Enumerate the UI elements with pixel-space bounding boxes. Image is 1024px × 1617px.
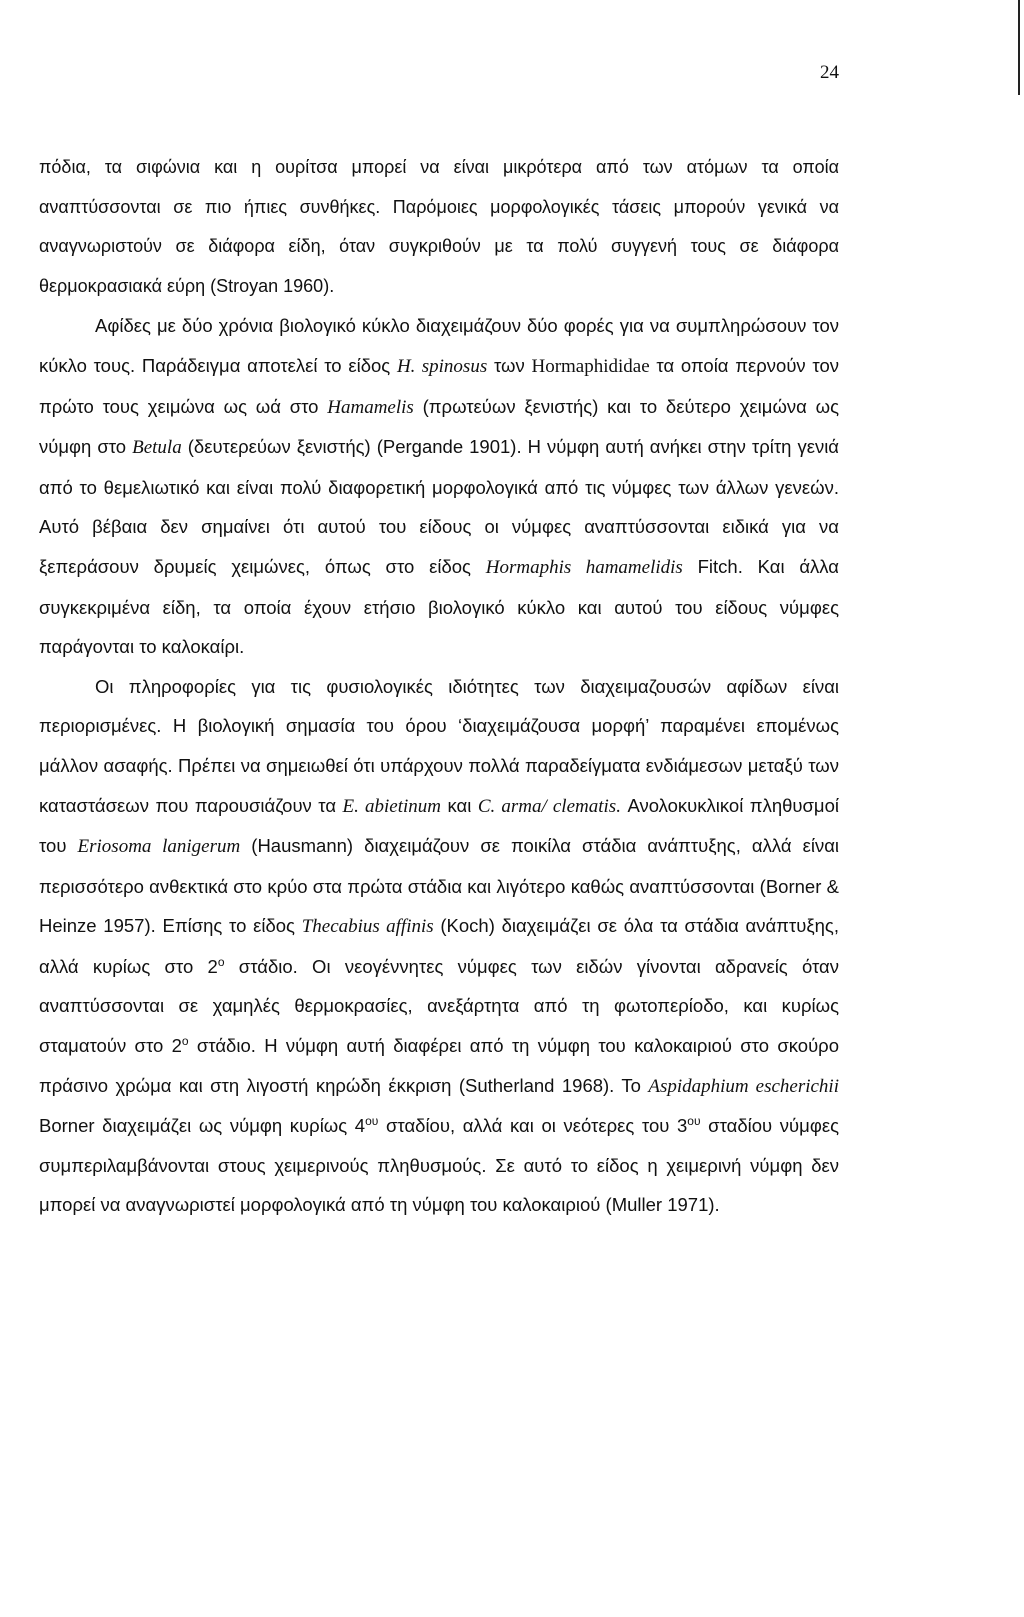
family-name: Hormaphididae	[531, 355, 650, 377]
paragraph-1	[39, 148, 839, 306]
species-name: E. abietinum	[342, 795, 442, 817]
superscript: ου	[687, 1114, 701, 1129]
paragraph-2	[39, 306, 839, 666]
text-segment: Αφίδες με δύο χρόνια βιολογικό κύκλο διαχειμάζουν δύο φορές για να συμπληρώσουν τον κύκλο τους. Παράδειγμα αποτελεί το είδος	[39, 315, 839, 376]
text-segment: (δευτερεύων ξενιστής) (Pergande 1901). Η νύμφη αυτή ανήκει στην τρίτη γενιά από το θεμελιωτικό και είναι πολύ διαφορετική μορφολογικά από τις νύμφες των άλλων γενεών. Αυτό βέβαια δεν σημαίνει ότι αυτού του είδους οι νύμφες αναπτύσσονται ειδικά για να ξεπεράσουν δρυμείς χειμώνες, όπως στο είδος	[39, 436, 840, 577]
text-segment: στάδιο. Οι νεογέννητες νύμφες των ειδών γίνονται αδρανείς όταν αναπτύσσονται σε χαμηλές θερμοκρασίες, ανεξάρτητα από τη φωτοπερίοδο, και κυρίως σταματούν στο 2	[39, 955, 840, 1057]
text-segment: και	[441, 794, 478, 816]
text-segment: Fitch. Και άλλα συγκεκριμένα είδη, τα οποία έχουν ετήσιο βιολογικό κύκλο και αυτού του είδους νύμφες παράγονται το καλοκαίρι.	[39, 555, 839, 658]
species-name: Aspidaphium escherichii	[648, 1075, 839, 1097]
text-segment: σταδίου νύμφες συμπεριλαμβάνονται στους χειμερινούς πληθυσμούς. Σε αυτό το είδος η χειμερινή νύμφη δεν μπορεί να αναγνωριστεί μορφολογικά από τη νύμφη του καλοκαιριού (Muller 1971).	[39, 1115, 839, 1216]
superscript: ου	[365, 1114, 379, 1129]
body-text	[39, 148, 839, 1225]
scan-edge-mark	[1018, 0, 1020, 95]
superscript: ο	[217, 954, 225, 969]
superscript: ο	[181, 1033, 189, 1048]
paragraph-3	[39, 667, 839, 1225]
text-segment: (πρωτεύων ξενιστής) και το δεύτερο χειμώνα ως νύμφη στο	[39, 395, 839, 458]
text-segment: Borner διαχειμάζει ως νύμφη κυρίως 4	[39, 1115, 366, 1137]
species-name: Eriosoma lanigerum	[77, 836, 241, 858]
text-segment: (Hausmann) διαχειμάζουν σε ποικίλα στάδια ανάπτυξης, αλλά είναι περισσότερο ανθεκτικά στο κρύο στα πρώτα στάδια και λιγότερο καθώς αναπτύσσονται (Borner & Heinze 1957). Επίσης το είδος	[39, 835, 840, 937]
text-segment: των	[487, 354, 532, 376]
species-name: H. spinosus	[396, 355, 488, 377]
species-name: Betula	[132, 437, 182, 459]
text-segment: τα οποία περνούν τον πρώτο τους χειμώνα ως ωά στο	[39, 354, 840, 417]
text-segment: πόδια, τα σιφώνια και η ουρίτσα μπορεί να είναι μικρότερα από των ατόμων τα οποία αναπτύσσονται σε πιο ήπιες συνθήκες. Παρόμοιες μορφολογικές τάσεις μπορούν γενικά να αναγνωριστούν σε διάφορα είδη, όταν συγκριθούν με τα πολύ συγγενή τους σε διάφορα θερμοκρασιακά εύρη (Stroyan 1960).	[39, 157, 839, 296]
text-segment: στάδιο. Η νύμφη αυτή διαφέρει από τη νύμφη του καλοκαιριού στο σκούρο πράσινο χρώμα και στη λιγοστή κηρώδη έκκριση (Sutherland 1968). Το	[39, 1035, 839, 1096]
page-number: 24	[820, 62, 839, 83]
species-name: Thecabius affinis	[301, 916, 434, 938]
text-segment: Οι πληροφορίες για τις φυσιολογικές ιδιότητες των διαχειμαζουσών αφίδων είναι περιορισμένες. Η βιολογική σημασία του όρου ‘διαχειμάζουσα μορφή’ παραμένει επομένως μάλλον ασαφής. Πρέπει να σημειωθεί ότι υπάρχουν πολλά παραδείγματα ενδιάμεσων μεταξύ των καταστάσεων που παρουσιάζουν τα	[39, 675, 839, 816]
species-name: Hamamelis	[327, 396, 414, 418]
text-segment: σταδίου, αλλά και οι νεότερες του 3	[378, 1115, 688, 1137]
text-segment: (Koch) διαχειμάζει σε όλα τα στάδια ανάπτυξης, αλλά κυρίως στο 2	[39, 915, 839, 977]
species-name: Hormaphis hamamelidis	[485, 556, 683, 578]
species-name: C. arma/ clematis.	[477, 795, 621, 817]
text-segment: Ανολοκυκλικοί πληθυσμοί του	[39, 794, 839, 857]
